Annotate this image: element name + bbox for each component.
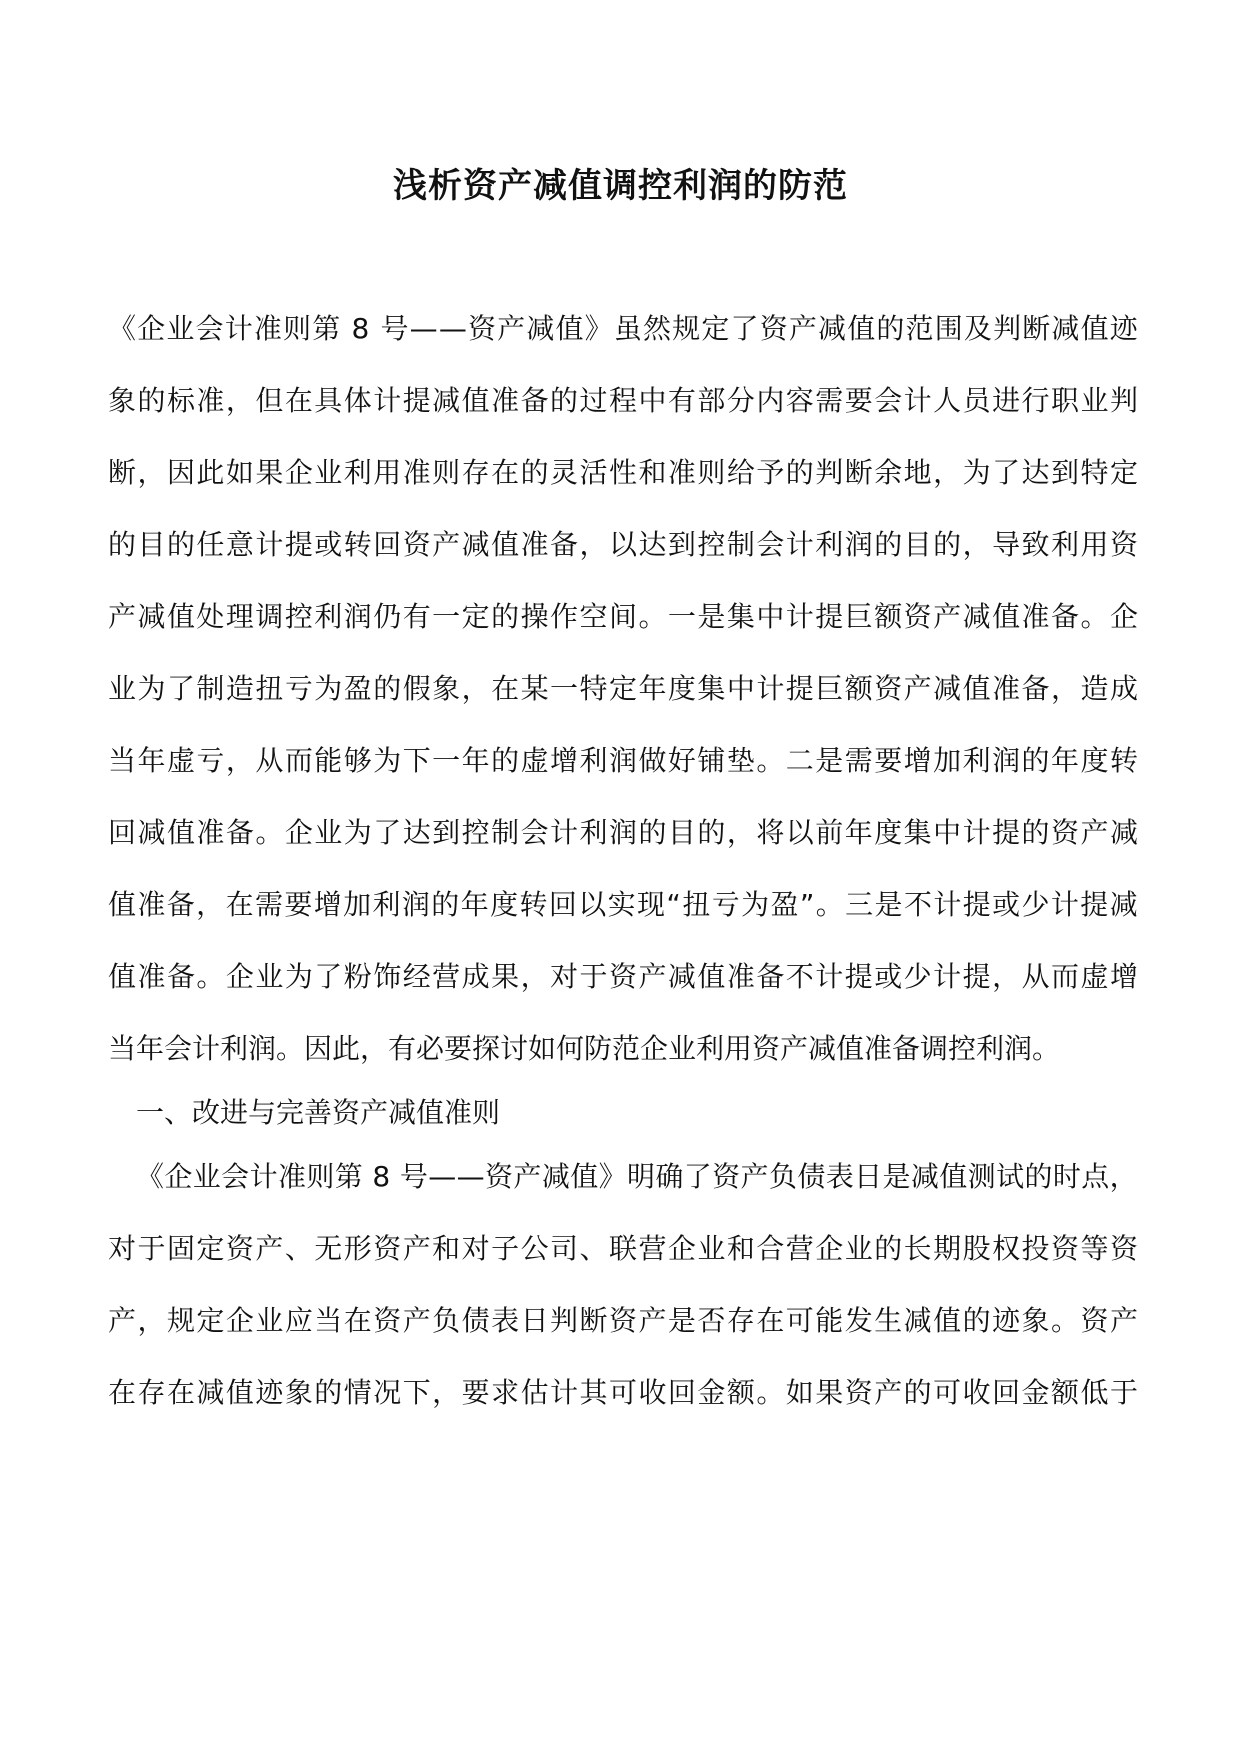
paragraph-line: 在 存 在 减 值 迹 象 的 情 况 下 ， 要 求 估 计 其 可 收 回 金 额 。 如 果 资 产 的 可 收 回 金 额 低 于	[108, 1376, 1138, 1409]
paragraph-line: 值 准 备 ， 在 需 要 增 加 利 润 的 年 度 转 回 以 实 现 “ 扭 亏 为 盈 ” 。 三 是 不 计 提 或 少 计 提 减	[108, 888, 1138, 921]
paragraph-line: 对 于 固 定 资 产 、 无 形 资 产 和 对 子 公 司 、 联 营 企 业 和 合 营 企 业 的 长 期 股 权 投 资 等 资	[108, 1232, 1138, 1265]
paragraph-line: 值 准 备 。 企 业 为 了 粉 饰 经 营 成 果 ， 对 于 资 产 减 值 准 备 不 计 提 或 少 计 提 ， 从 而 虚 增	[108, 960, 1138, 993]
paragraph-line: 产 ， 规 定 企 业 应 当 在 资 产 负 债 表 日 判 断 资 产 是 否 存 在 可 能 发 生 减 值 的 迹 象 。 资 产	[108, 1304, 1138, 1337]
section-heading: 一、改进与完善资产减值准则	[136, 1096, 501, 1129]
paragraph-line: 断 ， 因 此 如 果 企 业 利 用 准 则 存 在 的 灵 活 性 和 准 则 给 予 的 判 断 余 地 ， 为 了 达 到 特 定	[108, 456, 1138, 489]
paragraph-line: 象 的 标 准 ， 但 在 具 体 计 提 减 值 准 备 的 过 程 中 有 部 分 内 容 需 要 会 计 人 员 进 行 职 业 判	[108, 384, 1138, 417]
document-title: 浅析资产减值调控利润的防范	[393, 166, 848, 206]
paragraph-line: 当年会计利润。因此，有必要探讨如何防范企业利用资产减值准备调控利润。	[108, 1032, 1061, 1065]
paragraph-line: 回 减 值 准 备 。 企 业 为 了 达 到 控 制 会 计 利 润 的 目 的 ， 将 以 前 年 度 集 中 计 提 的 资 产 减	[108, 816, 1138, 849]
paragraph-line: 的 目 的 任 意 计 提 或 转 回 资 产 减 值 准 备 ， 以 达 到 控 制 会 计 利 润 的 目 的 ， 导 致 利 用 资	[108, 528, 1138, 561]
paragraph-line: 《 企 业 会 计 准 则 第 8 号 — — 资 产 减 值 》 明 确 了 资 产 负 债 表 日 是 减 值 测 试 的 时 点 ，	[136, 1160, 1138, 1193]
paragraph-line: 当 年 虚 亏 ， 从 而 能 够 为 下 一 年 的 虚 增 利 润 做 好 铺 垫 。 二 是 需 要 增 加 利 润 的 年 度 转	[108, 744, 1138, 777]
paragraph-line: 产 减 值 处 理 调 控 利 润 仍 有 一 定 的 操 作 空 间 。 一 是 集 中 计 提 巨 额 资 产 减 值 准 备 。 企	[108, 600, 1138, 633]
paragraph-line: 业 为 了 制 造 扭 亏 为 盈 的 假 象 ， 在 某 一 特 定 年 度 集 中 计 提 巨 额 资 产 减 值 准 备 ， 造 成	[108, 672, 1138, 705]
paragraph-line: 《 企 业 会 计 准 则 第 8 号 — — 资 产 减 值 》 虽 然 规 定 了 资 产 减 值 的 范 围 及 判 断 减 值 迹	[108, 312, 1138, 345]
